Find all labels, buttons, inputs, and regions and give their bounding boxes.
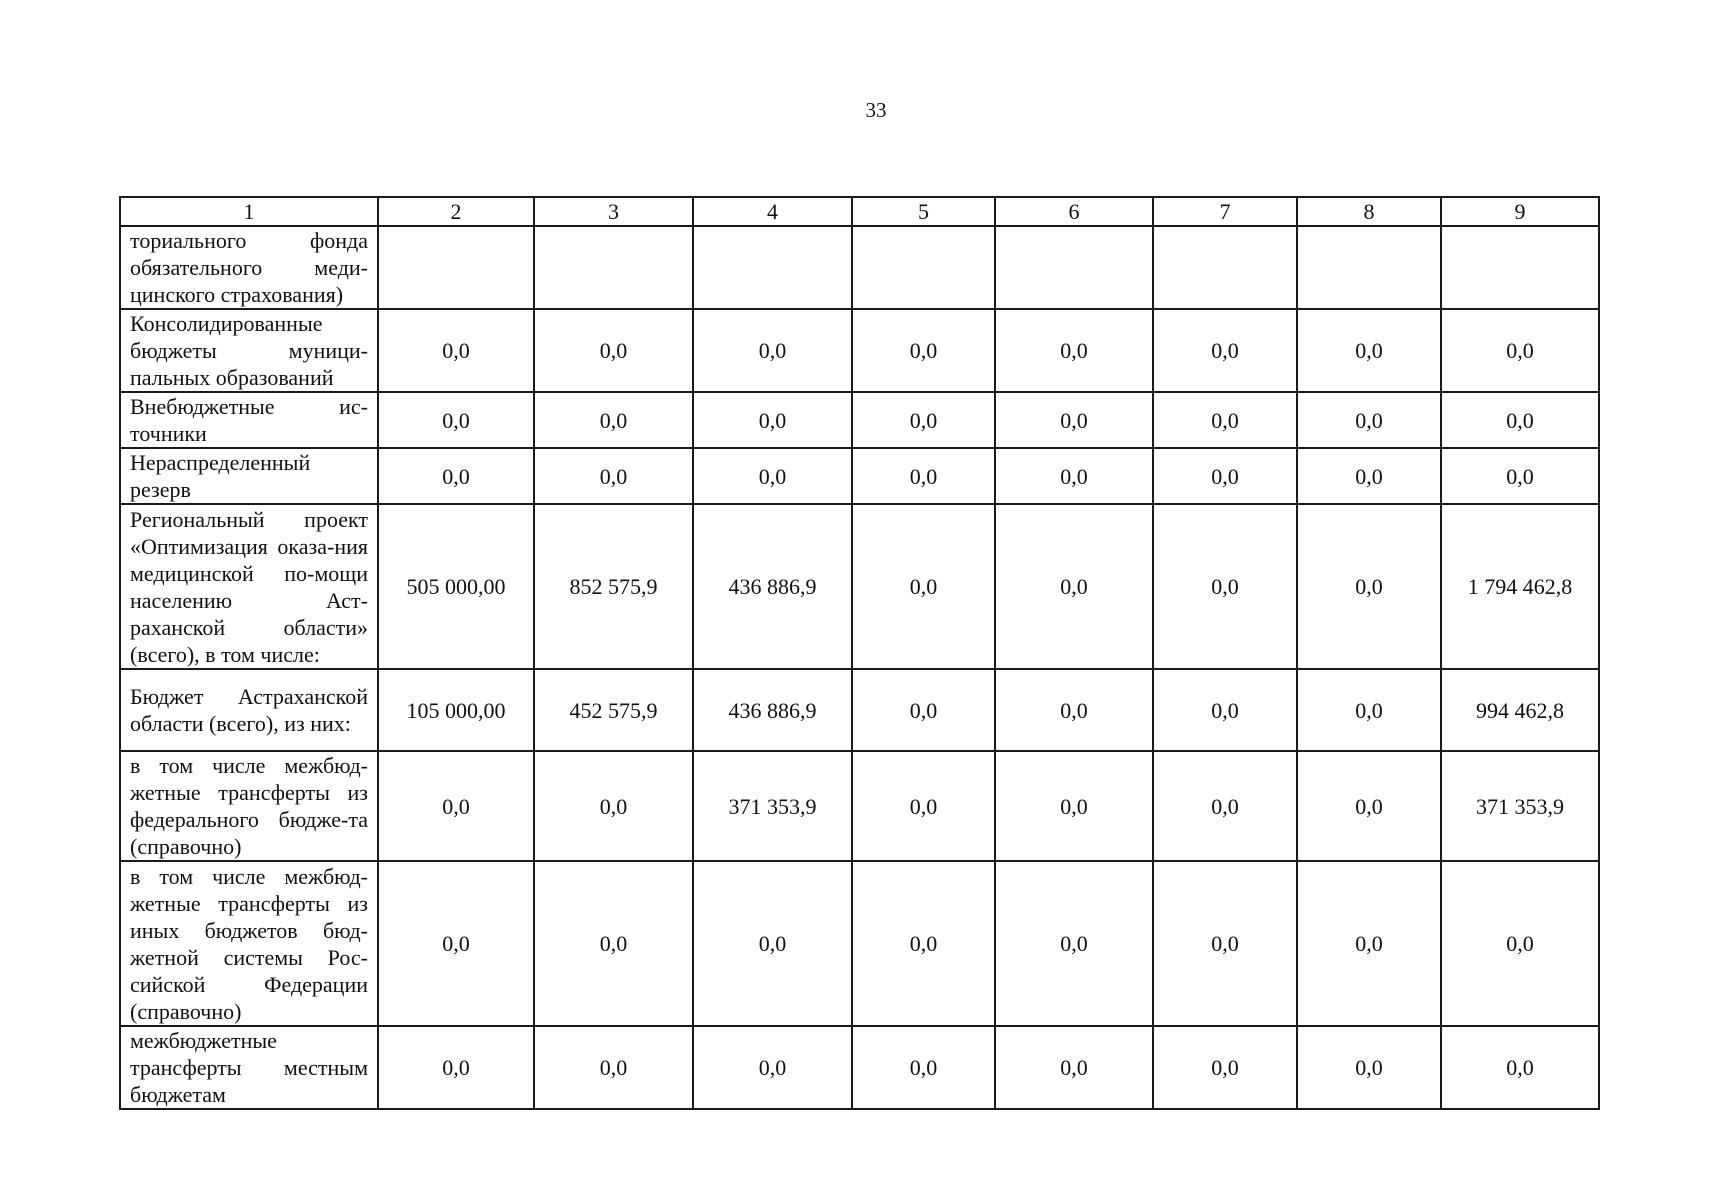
table-cell: 0,0 <box>995 392 1153 448</box>
table-cell: 0,0 <box>693 861 852 1026</box>
table-cell: 0,0 <box>1153 751 1297 861</box>
table-cell: 0,0 <box>852 1026 995 1109</box>
table-cell: 371 353,9 <box>693 751 852 861</box>
table-cell: 505 000,00 <box>378 504 534 669</box>
table-row <box>120 309 1599 392</box>
table-cell: 436 886,9 <box>693 669 852 751</box>
table-cell: 0,0 <box>1297 861 1441 1026</box>
table-cell <box>1153 226 1297 309</box>
row-label: в том числе межбюд-жетные трансферты из федерального бюдже-та (справочно) <box>120 751 378 861</box>
column-header: 8 <box>1297 197 1441 226</box>
table-cell <box>852 226 995 309</box>
row-label: Внебюджетные ис-точники <box>120 392 378 448</box>
table-cell: 0,0 <box>852 751 995 861</box>
table-cell: 0,0 <box>1297 504 1441 669</box>
table-cell: 0,0 <box>1297 669 1441 751</box>
table-cell: 0,0 <box>1153 448 1297 504</box>
table-cell: 0,0 <box>534 392 693 448</box>
table-cell: 0,0 <box>1441 861 1599 1026</box>
table-cell: 0,0 <box>378 309 534 392</box>
table-cell: 0,0 <box>995 1026 1153 1109</box>
table-cell: 0,0 <box>995 861 1153 1026</box>
table-cell: 0,0 <box>1297 751 1441 861</box>
table-cell: 0,0 <box>1297 448 1441 504</box>
budget-table <box>119 196 1600 1110</box>
table-cell: 0,0 <box>995 669 1153 751</box>
table-cell <box>378 226 534 309</box>
column-header: 3 <box>534 197 693 226</box>
row-label: межбюджетные трансферты местным бюджетам <box>120 1026 378 1109</box>
table-cell: 0,0 <box>534 448 693 504</box>
table-cell: 0,0 <box>378 861 534 1026</box>
table-row <box>120 751 1599 861</box>
row-label: в том числе межбюд-жетные трансферты из иных бюджетов бюд-жетной системы Рос-сийской Федерации (справочно) <box>120 861 378 1026</box>
table-cell: 0,0 <box>1153 504 1297 669</box>
table-cell: 0,0 <box>852 504 995 669</box>
table-cell: 0,0 <box>1153 1026 1297 1109</box>
column-header: 1 <box>120 197 378 226</box>
table-cell: 0,0 <box>995 751 1153 861</box>
table-cell: 994 462,8 <box>1441 669 1599 751</box>
table-row <box>120 1026 1599 1109</box>
table-cell <box>534 226 693 309</box>
table-cell: 0,0 <box>995 309 1153 392</box>
table-cell: 452 575,9 <box>534 669 693 751</box>
table-cell: 105 000,00 <box>378 669 534 751</box>
table-cell: 436 886,9 <box>693 504 852 669</box>
column-header: 7 <box>1153 197 1297 226</box>
header-row <box>120 197 1599 226</box>
table-cell: 852 575,9 <box>534 504 693 669</box>
table-cell: 0,0 <box>852 448 995 504</box>
table-cell: 0,0 <box>534 751 693 861</box>
table-cell: 0,0 <box>995 448 1153 504</box>
table-row <box>120 392 1599 448</box>
column-header: 4 <box>693 197 852 226</box>
table-cell: 1 794 462,8 <box>1441 504 1599 669</box>
table-cell: 0,0 <box>534 309 693 392</box>
table-cell: 0,0 <box>693 309 852 392</box>
table-cell: 0,0 <box>852 861 995 1026</box>
table-cell: 0,0 <box>378 392 534 448</box>
row-label: Бюджет Астраханской области (всего), из них: <box>120 669 378 751</box>
table-cell: 0,0 <box>693 392 852 448</box>
table-cell: 0,0 <box>378 751 534 861</box>
table-row <box>120 448 1599 504</box>
table-cell: 0,0 <box>995 504 1153 669</box>
table-cell: 0,0 <box>1153 392 1297 448</box>
row-label: Консолидированные бюджеты муници-пальных образований <box>120 309 378 392</box>
row-label: Региональный проект «Оптимизация оказа-ния медицинской по-мощи населению Аст-раханской области» (всего), в том числе: <box>120 504 378 669</box>
table-cell: 0,0 <box>1297 392 1441 448</box>
table-cell <box>1441 226 1599 309</box>
table-cell: 0,0 <box>1153 669 1297 751</box>
table-cell: 0,0 <box>378 1026 534 1109</box>
table-cell: 0,0 <box>534 1026 693 1109</box>
table-cell: 0,0 <box>693 1026 852 1109</box>
column-header: 6 <box>995 197 1153 226</box>
table-cell: 0,0 <box>1441 309 1599 392</box>
table-cell: 0,0 <box>1297 309 1441 392</box>
table-cell: 0,0 <box>534 861 693 1026</box>
table-cell: 0,0 <box>1153 861 1297 1026</box>
table-cell: 0,0 <box>852 392 995 448</box>
table-cell: 0,0 <box>1297 1026 1441 1109</box>
table-cell <box>693 226 852 309</box>
table-cell <box>1297 226 1441 309</box>
table-cell: 371 353,9 <box>1441 751 1599 861</box>
table-cell: 0,0 <box>852 669 995 751</box>
row-label: Нераспределенный резерв <box>120 448 378 504</box>
table-cell: 0,0 <box>1153 309 1297 392</box>
table-cell: 0,0 <box>378 448 534 504</box>
table-row <box>120 861 1599 1026</box>
page-number: 33 <box>865 98 887 122</box>
table-cell: 0,0 <box>1441 448 1599 504</box>
table-cell: 0,0 <box>852 309 995 392</box>
table-cell: 0,0 <box>693 448 852 504</box>
table-row <box>120 504 1599 669</box>
column-header: 9 <box>1441 197 1599 226</box>
table-cell: 0,0 <box>1441 1026 1599 1109</box>
row-label: ториального фонда обязательного меди-цинского страхования) <box>120 226 378 309</box>
table-cell: 0,0 <box>1441 392 1599 448</box>
table-row <box>120 669 1599 751</box>
column-header: 2 <box>378 197 534 226</box>
table-cell <box>995 226 1153 309</box>
column-header: 5 <box>852 197 995 226</box>
table-row <box>120 226 1599 309</box>
